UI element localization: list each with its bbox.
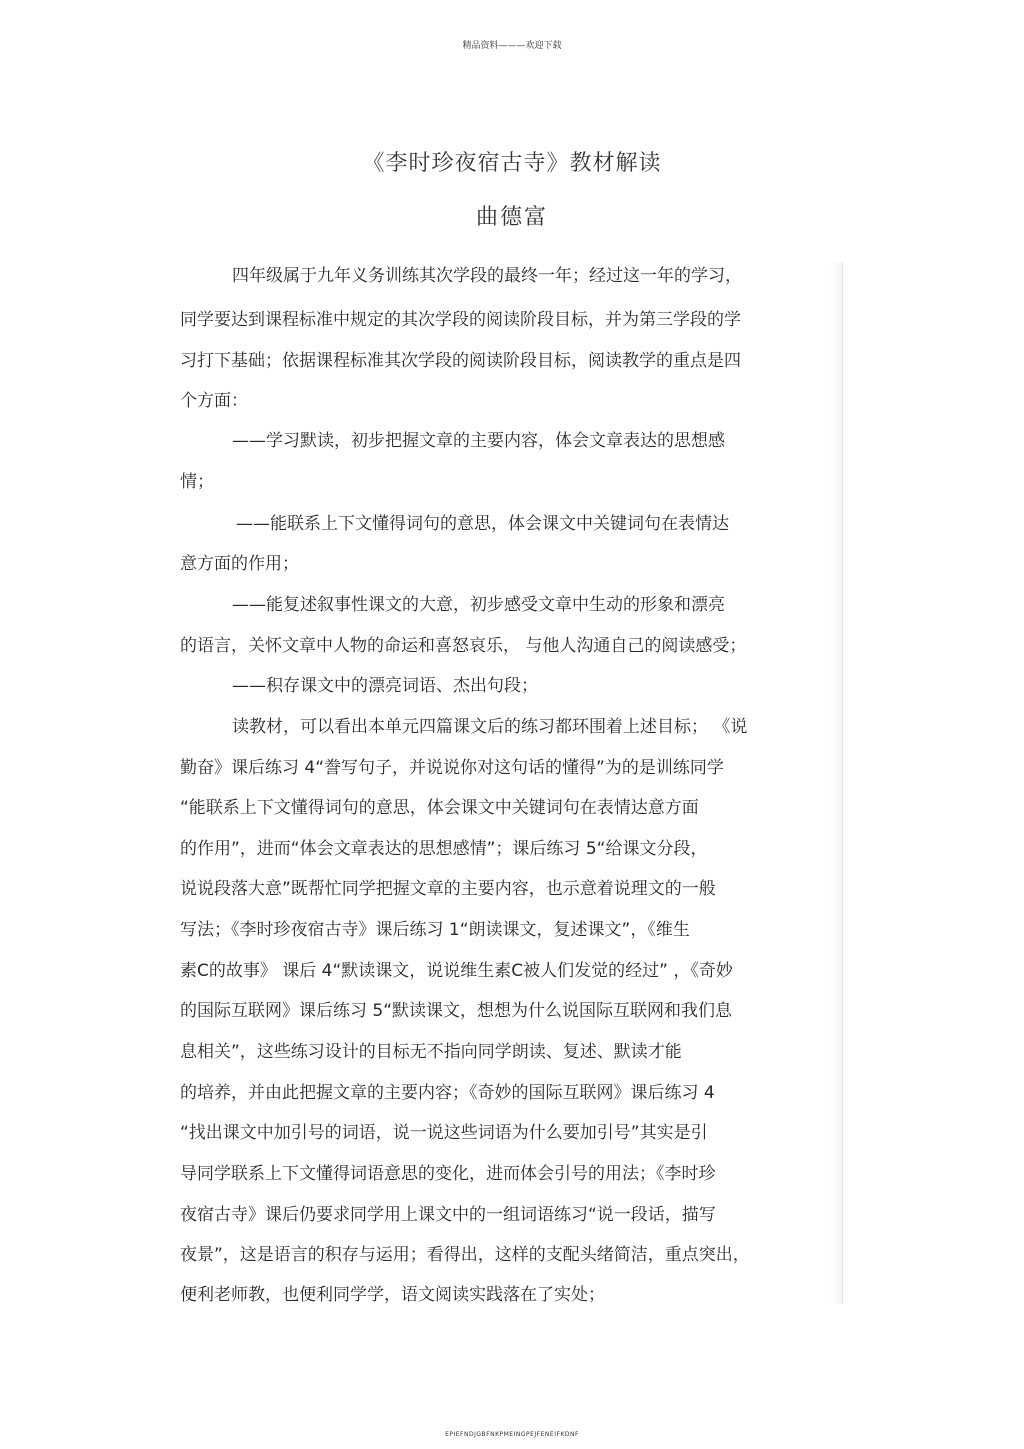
text-line: 说说段落大意”既帮忙同学把握文章的主要内容，也示意着说理文的一般 [180,879,716,899]
text-line: 便利老师教，也便利同学学，语文阅读实践落在了实处； [180,1285,605,1305]
text-line: ——能复述叙事性课文的大意，初步感受文章中生动的形象和漂亮 [232,595,725,615]
text-line: 夜宿古寺》课后仍要求同学用上课文中的一组词语练习“说一段话，描写 [180,1205,716,1225]
text-line: 四年级属于九年义务训练其次学段的最终一年；经过这一年的学习， [232,266,742,286]
footer-note: EPIEFNDJGBFNKPMEINGPEJFENEIFKDNF [445,1431,579,1438]
author-name: 曲德富 [475,205,548,230]
text-line: 的培养，并由此把握文章的主要内容；《奇妙的国际互联网》课后练习 4 [180,1083,715,1103]
text-line: ——学习默读，初步把握文章的主要内容，体会文章表达的思想感 [232,431,725,451]
text-line: 读教材，可以看出本单元四篇课文后的练习都环围着上述目标； 《说 [232,717,748,737]
body-text [180,262,843,1304]
text-line: 勤奋》课后练习 4“誊写句子，并说说你对这句话的懂得”为的是训练同学 [180,758,724,778]
text-line: ——能联系上下文懂得词句的意思，体会课文中关键词句在表情达 [236,514,729,534]
document-title: 《李时珍夜宿古寺》教材解读 [362,151,662,176]
text-line: 写法；《李时珍夜宿古寺》课后练习 1“朗读课文，复述课文”，《维生 [180,920,690,940]
text-line: 息相关”，这些练习设计的目标无不指向同学朗读、复述、默读才能 [180,1042,682,1062]
text-line: 夜景”，这是语言的积存与运用；看得出，这样的支配头绪简洁，重点突出， [180,1245,750,1265]
text-line: 的语言，关怀文章中人物的命运和喜怒哀乐， 与他人沟通自己的阅读感受； [180,636,747,656]
text-line: 习打下基础；依据课程标准其次学段的阅读阶段目标，阅读教学的重点是四 [180,351,741,371]
text-line: “能联系上下文懂得词句的意思，体会课文中关键词句在表情达意方面 [180,798,699,818]
text-line: 同学要达到课程标准中规定的其次学段的阅读阶段目标，并为第三学段的学 [180,310,741,330]
header-note: 精品资料———欢迎下载 [462,41,562,51]
text-line: 导同学联系上下文懂得词语意思的变化，进而体会引号的用法；《李时珍 [180,1164,716,1184]
text-line: 意方面的作用； [180,554,299,574]
text-line: “找出课文中加引号的词语，说一说这些词语为什么要加引号”其实是引 [180,1123,708,1143]
text-line: 个方面： [180,391,248,411]
text-line: 情； [180,472,214,492]
text-line: ——积存课文中的漂亮词语、杰出句段； [232,676,538,696]
text-line: 素C的故事》 课后 4“默读课文，说说维生素C被人们发觉的经过” ，《奇妙 [180,961,733,981]
text-line: 的作用”，进而“体会文章表达的思想感情”；课后练习 5“给课文分段， [180,839,708,859]
text-line: 的国际互联网》课后练习 5“默读课文，想想为什么说国际互联网和我们息 [180,1001,733,1021]
